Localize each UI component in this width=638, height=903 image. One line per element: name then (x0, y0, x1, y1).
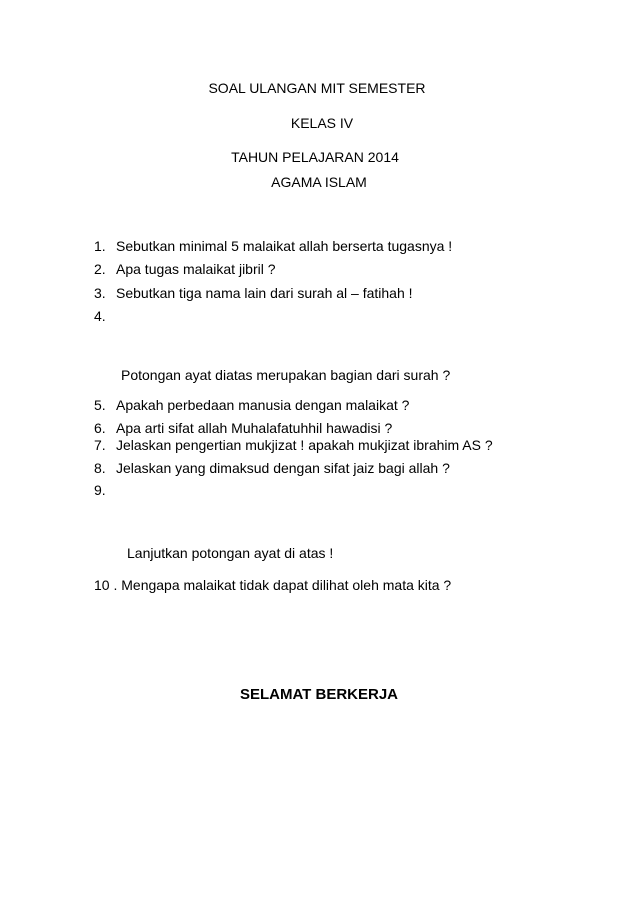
instruction-note: Lanjutkan potongan ayat di atas ! (127, 545, 334, 561)
question-text: Apa arti sifat allah Muhalafatuhhil hawadisi ? (116, 420, 393, 436)
question-text: Jelaskan yang dimaksud dengan sifat jaiz bagi allah ? (116, 460, 450, 476)
question-item (94, 283, 413, 303)
closing-text: SELAMAT BERKERJA (239, 686, 399, 703)
instruction-note: Potongan ayat diatas merupakan bagian dari surah ? (121, 367, 451, 383)
question-text: Sebutkan tiga nama lain dari surah al – fatihah ! (116, 285, 413, 301)
question-number: 9. (94, 482, 106, 498)
question-item (94, 435, 493, 455)
question-number: 2. (94, 261, 106, 277)
question-number: 8. (94, 460, 106, 476)
header-class: KELAS IV (290, 115, 354, 131)
header-subject: AGAMA ISLAM (271, 174, 367, 190)
question-item (94, 259, 276, 279)
question-number: 5. (94, 397, 106, 413)
header-title: SOAL ULANGAN MIT SEMESTER (208, 80, 426, 96)
question-text: Jelaskan pengertian mukjizat ! apakah mukjizat ibrahim AS ? (116, 437, 493, 453)
question-item: 10 . Mengapa malaikat tidak dapat dilihat oleh mata kita ? (94, 577, 452, 593)
question-number: 1. (94, 238, 106, 254)
question-item (94, 306, 116, 326)
question-text: Apakah perbedaan manusia dengan malaikat ? (116, 397, 410, 413)
question-item (94, 458, 450, 478)
question-number: 6. (94, 420, 106, 436)
question-number: 3. (94, 285, 106, 301)
question-number: 4. (94, 308, 106, 324)
question-number: 7. (94, 437, 106, 453)
header-year: TAHUN PELAJARAN 2014 (231, 149, 399, 165)
question-text: Sebutkan minimal 5 malaikat allah berserta tugasnya ! (116, 238, 453, 254)
question-item (94, 480, 116, 500)
question-text: Apa tugas malaikat jibril ? (116, 261, 276, 277)
question-item (94, 236, 452, 256)
question-item (94, 395, 409, 415)
